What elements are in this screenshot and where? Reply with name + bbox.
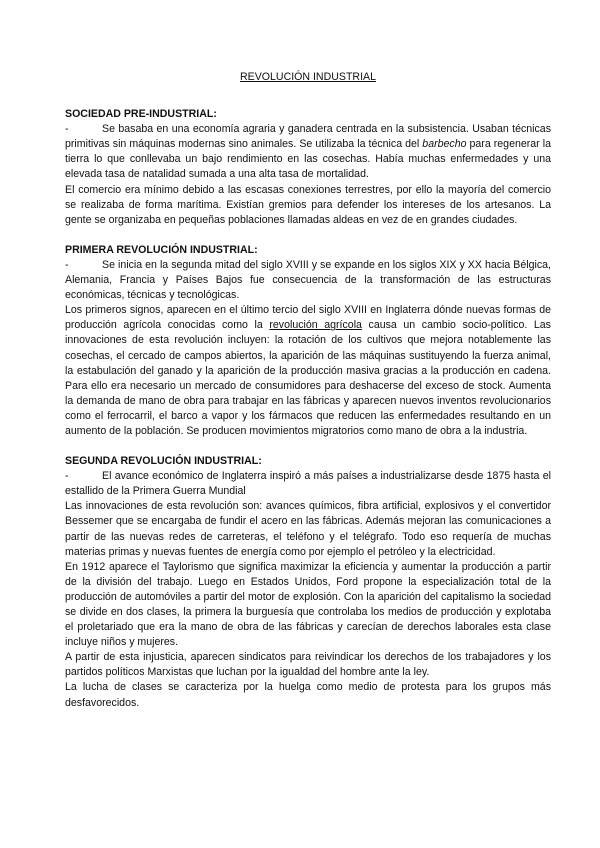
section-heading: PRIMERA REVOLUCIÓN INDUSTRIAL: <box>65 243 258 256</box>
paragraph: - El avance económico de Inglaterra inspiró a más países a industrializarse desde 1875 hasta el estallido de la Primera Guerra Mundial <box>65 470 551 498</box>
section-pre-industrial <box>65 107 551 228</box>
list-dash: - <box>65 470 69 483</box>
paragraph: Los primeros signos, aparecen en el último tercio del siglo XVIII en Inglaterra dónde nuevas formas de producción agrícola conocidas como la revolución agrícola causa un cambio socio-político. Las innovaciones de esta revolución incluyen: la rotación de los cultivos que mejora notablemente las cosechas, el cercado de campos abiertos, la aparición de las máquinas sustituyendo la fuerza animal, la estabulación del ganado y la aparición de la producción masiva gracias a la producción en cadena. Para ello era necesario un mercado de consumidores para deshacerse del exceso de stock. Aumenta la demanda de mano de obra para trabajar en las fábricas y aparecen nuevos inventos revolucionarios como el ferrocarril, el barco a vapor y los fármacos que reducen las enfermedades resultando en un aumento de la población. Se producen movimientos migratorios como mano de obra a la industria. <box>65 304 551 437</box>
document-page <box>65 70 551 726</box>
paragraph: En 1912 aparece el Taylorismo que significa maximizar la eficiencia y aumentar la producción a partir de la división del trabajo. Luego en Estados Unidos, Ford propone la especialización total de la producción de automóviles a partir del motor de explosión. Con la aparición del capitalismo la sociedad se divide en dos clases, la primera la burguesía que controlaba los medios de producción y explotaba el proletariado que era la mano de obra de las fábricas y carecían de derechos laborales esta clase incluye niños y mujeres. <box>65 560 551 649</box>
section-segunda-revolucion <box>65 454 551 711</box>
section-heading: SEGUNDA REVOLUCIÓN INDUSTRIAL: <box>65 455 262 468</box>
paragraph: Las innovaciones de esta revolución son: avances químicos, fibra artificial, explosivos y el convertidor Bessemer que se encargaba de fundir el acero en las fábricas. Además mejoran las comunicaciones a partir de las nuevas redes de carreteras, el teléfono y el telégrafo. Todo eso requería de muchas materias primas y nuevas fuentes de energía como por ejemplo el petróleo y la electricidad. <box>65 500 551 558</box>
paragraph: A partir de esta injusticia, aparecen sindicatos para reivindicar los derechos de los trabajadores y los partidos políticos Marxistas que luchan por la igualdad del hombre ante la ley. <box>65 651 551 679</box>
section-heading: SOCIEDAD PRE-INDUSTRIAL: <box>65 108 217 121</box>
emphasis: barbecho <box>422 138 467 151</box>
underlined-term: revolución agrícola <box>269 319 362 332</box>
list-dash: - <box>65 258 69 271</box>
paragraph: El comercio era mínimo debido a las escasas conexiones terrestres, por ello la mayoría del comercio se realizaba de forma marítima. Existían gremios para defender los intereses de los artesanos. La gente se organizaba en pequeñas poblaciones llamadas aldeas en vez de en grandes ciudades. <box>65 183 551 226</box>
section-primera-revolucion <box>65 243 551 439</box>
document-title: REVOLUCIÓN INDUSTRIAL <box>240 71 376 83</box>
list-dash: - <box>65 123 69 136</box>
paragraph: - Se basaba en una economía agraria y ganadera centrada en la subsistencia. Usaban técnicas primitivas sin máquinas modernas sino animales. Se utilizaba la técnica del barbecho para regenerar la tierra lo que conllevaba un bajo rendimiento en las cosechas. Había muchas enfermedades y una elevada tasa de natalidad sumada a una alta tasa de mortalidad. <box>65 123 551 181</box>
paragraph: La lucha de clases se caracteriza por la huelga como medio de protesta para los grupos más desfavorecidos. <box>65 681 551 709</box>
paragraph: - Se inicia en la segunda mitad del siglo XVIII y se expande en los siglos XIX y XX hacia Bélgica, Alemania, Francia y Países Bajos fue consecuencia de la transformación de las estructuras económicas, técnicas y tecnológicas. <box>65 258 551 302</box>
